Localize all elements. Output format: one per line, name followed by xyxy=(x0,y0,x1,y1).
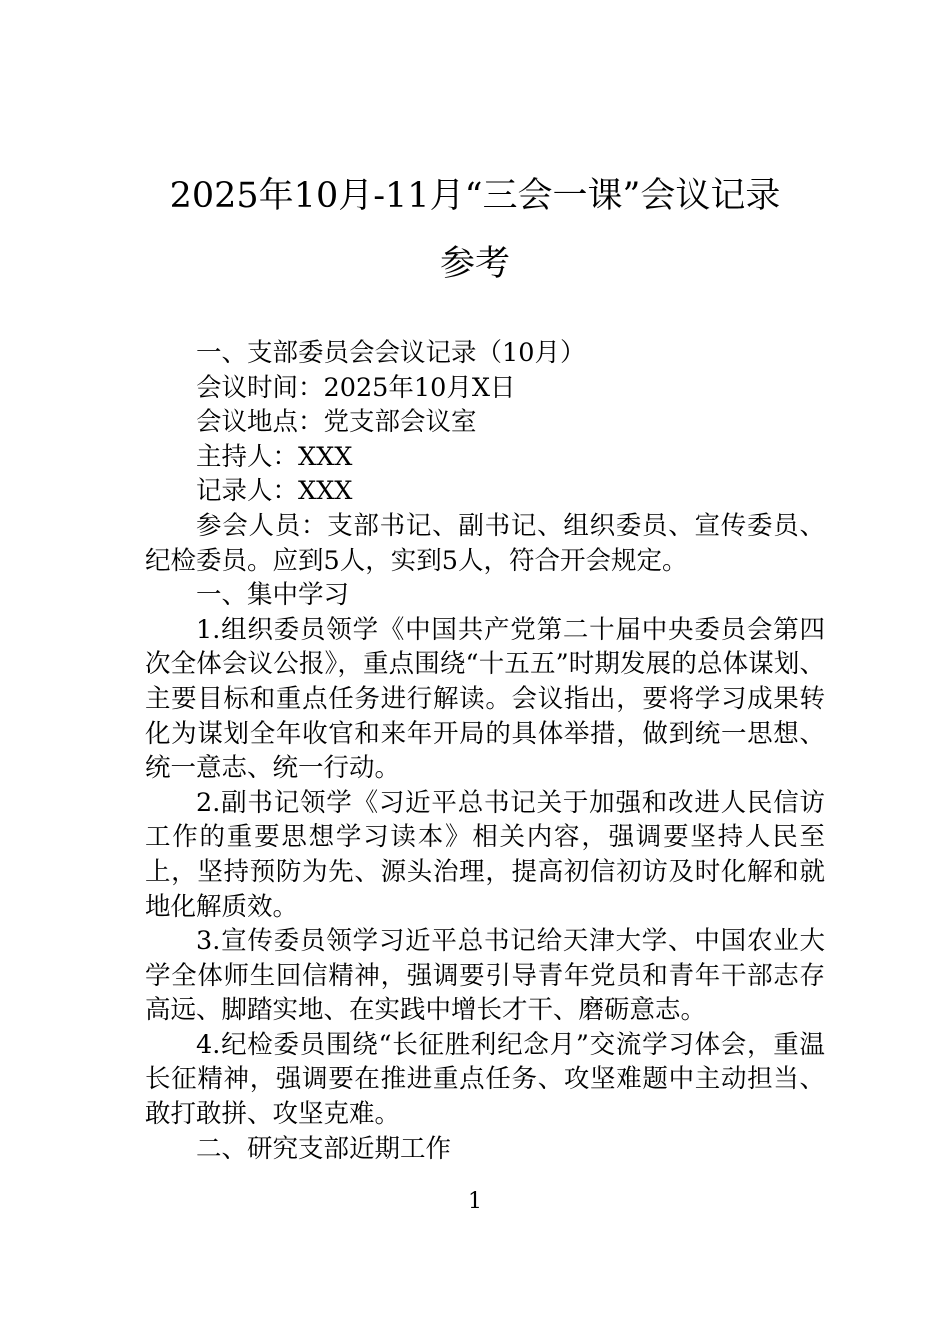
subsection-heading-recent-work: 二、研究支部近期工作 xyxy=(196,1133,452,1164)
subsection-heading-study: 一、集中学习 xyxy=(196,580,350,611)
meeting-recorder: 记录人：XXX xyxy=(196,476,353,507)
study-item-4: 4.纪检委员围绕“长征胜利纪念月”交流学习体会，重温长征精神，强调要在推进重点任务、攻坚难题中主动担当、敢打敢拼、攻坚克难。 xyxy=(145,1029,825,1130)
meeting-time: 会议时间：2025年10月X日 xyxy=(196,372,516,403)
meeting-host: 主持人：XXX xyxy=(196,441,353,472)
document-title-continuation: 参考 xyxy=(439,244,510,284)
study-item-1: 1.组织委员领学《中国共产党第二十届中央委员会第四次全体会议公报》，重点围绕“十五五”时期发展的总体谋划、主要目标和重点任务进行解读。会议指出，要将学习成果转化为谋划全年收官和来年开局的具体举措，做到统一思想、统一意志、统一行动。 xyxy=(145,614,825,784)
page-number: 1 xyxy=(468,1189,482,1214)
document-body xyxy=(145,336,825,1166)
document-title: 2025年10月-11月“三会一课”会议记录 xyxy=(169,176,781,216)
meeting-attendees: 参会人员：支部书记、副书记、组织委员、宣传委员、纪检委员。应到5人，实到5人，符合开会规定。 xyxy=(145,510,825,576)
section-heading-branch-committee: 一、支部委员会会议记录（10月） xyxy=(196,338,586,368)
study-item-2: 2.副书记领学《习近平总书记关于加强和改进人民信访工作的重要思想学习读本》相关内容，强调要坚持人民至上，坚持预防为先、源头治理，提高初信初访及时化解和就地化解质效。 xyxy=(145,787,825,922)
study-item-3: 3.宣传委员领学习近平总书记给天津大学、中国农业大学全体师生回信精神，强调要引导青年党员和青年干部志存高远、脚踏实地、在实践中增长才干、磨砺意志。 xyxy=(145,926,825,1026)
meeting-location: 会议地点：党支部会议室 xyxy=(196,407,477,438)
